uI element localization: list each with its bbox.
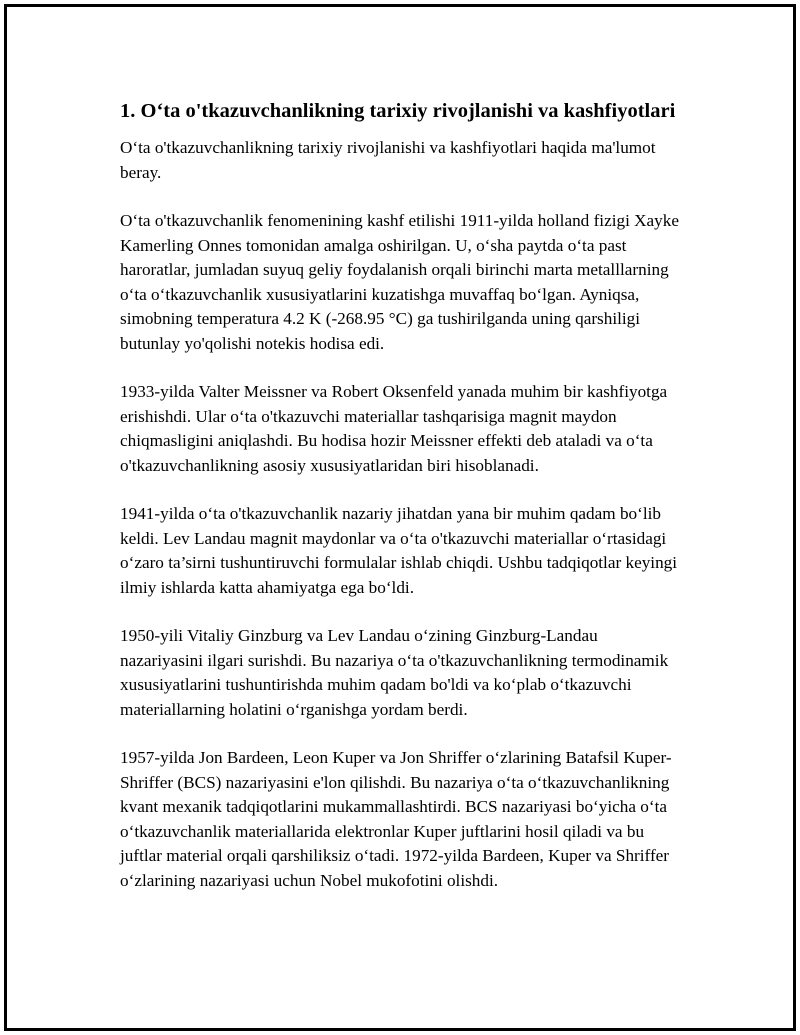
paragraph-1933: 1933-yilda Valter Meissner va Robert Oksenfeld yanada muhim bir kashfiyotga erishishdi. Ular o‘ta o'tkazuvchi materiallar tashqarisiga magnit maydon chiqmasligini aniqlashdi. Bu hodisa hozir Meissner effekti deb ataladi va o‘ta o'tkazuvchanlikning asosiy xususiyatlaridan biri hisoblanadi. [120,382,668,475]
paragraph-1911: O‘ta o'tkazuvchanlik fenomenining kashf etilishi 1911-yilda holland fizigi Xayke Kamerling Onnes tomonidan amalga oshirilgan. U, o‘sha paytda o‘ta past haroratlar, jumladan suyuq geliy foydalanish orqali birinchi marta metalllarning o‘ta o‘tkazuvchanlik xususiyatlarini kuzatishga muvaffaq bo‘lgan. Ayniqsa, simobning temperatura 4.2 K (-268.95 °C) ga tushirilganda uning qarshiligi butunlay yo'qolishi notekis hodisa edi. [120,211,679,353]
page-frame [4,4,796,1031]
document-body [120,97,680,917]
paragraph-1950: 1950-yili Vitaliy Ginzburg va Lev Landau o‘zining Ginzburg-Landau nazariyasini ilgari surishdi. Bu nazariya o‘ta o'tkazuvchanlikning termodinamik xususiyatlarini tushuntirishda muhim qadam bo'ldi va ko‘plab o‘tkazuvchi materiallarning holatini o‘rganishga yordam berdi. [120,626,669,719]
paragraph-1957: 1957-yilda Jon Bardeen, Leon Kuper va Jon Shriffer o‘zlarining Batafsil Kuper-Shriffer (BCS) nazariyasini e'lon qilishdi. Bu nazariya o‘ta o‘tkazuvchanlikning kvant mexanik tadqiqotlarini mukammallashtirdi. BCS nazariyasi bo‘yicha o‘ta o‘tkazuvchanlik materiallarida elektronlar Kuper juftlarini hosil qiladi va bu juftlar material orqali qarshiliksiz o‘tadi. 1972-yilda Bardeen, Kuper va Shriffer o‘zlarining nazariyasi uchun Nobel mukofotini olishdi. [120,748,672,890]
paragraph-1941: 1941-yilda o‘ta o'tkazuvchanlik nazariy jihatdan yana bir muhim qadam bo‘lib keldi. Lev Landau magnit maydonlar va o‘ta o'tkazuvchi materiallar o‘rtasidagi o‘zaro ta’sirni tushuntiruvchi formulalar ishlab chiqdi. Ushbu tadqiqotlar keyingi ilmiy ishlarda katta ahamiyatga ega bo‘ldi. [120,504,678,597]
paragraph-intro: O‘ta o'tkazuvchanlikning tarixiy rivojlanishi va kashfiyotlari haqida ma'lumot beray. [120,138,656,182]
section-heading: 1. O‘ta o'tkazuvchanlikning tarixiy rivojlanishi va kashfiyotlari [120,100,676,122]
